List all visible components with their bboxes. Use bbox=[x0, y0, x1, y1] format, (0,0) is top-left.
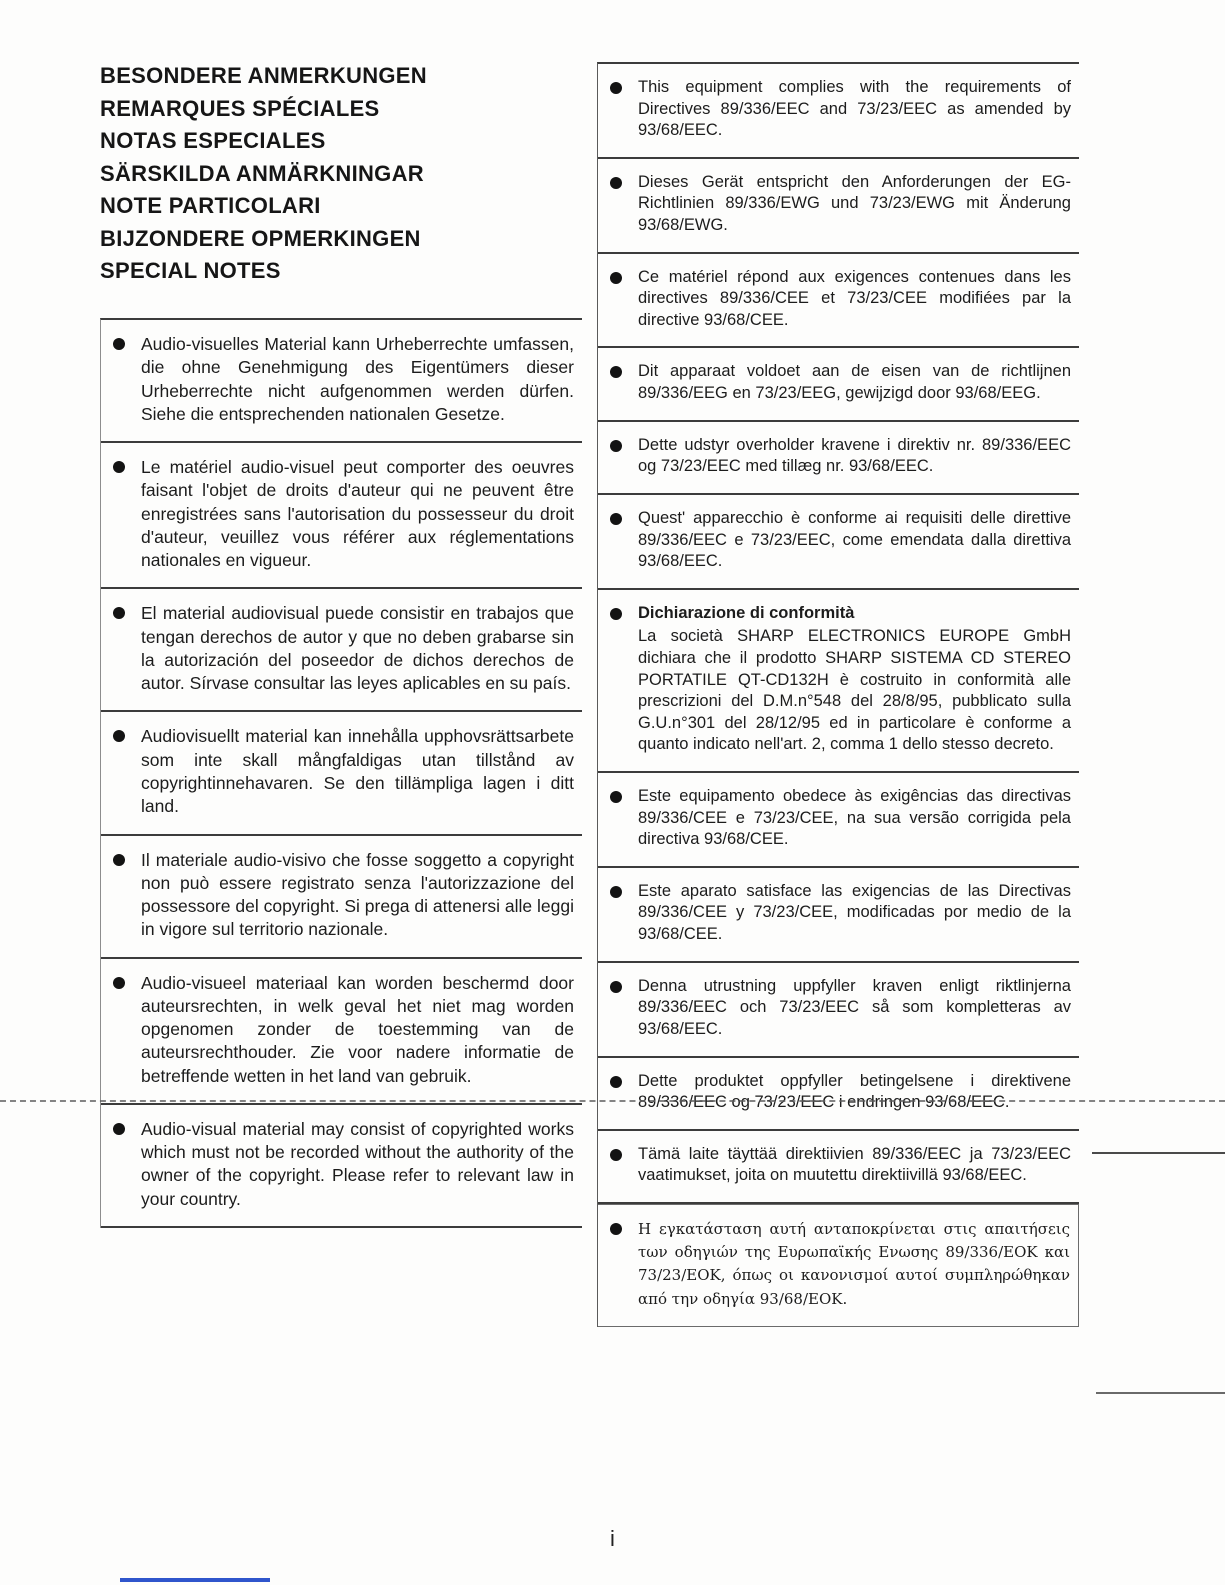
copyright-note-it bbox=[101, 836, 582, 959]
note-text: Ce matériel répond aux exigences contenues dans les directives 89/336/CEE et 73/23/CEE modifiées par la directive 93/68/CEE. bbox=[638, 267, 1071, 329]
bullet-icon bbox=[610, 513, 622, 525]
note-text: Audio-visual material may consist of copyrighted works which must not be recorded without the authority of the owner of the copyright. Please refer to relevant law in your country. bbox=[141, 1118, 574, 1209]
bullet-icon bbox=[113, 607, 125, 619]
note-text: Dette produktet oppfyller betingelsene i direktivene 89/336/EEC og 73/23/EEC i endringen 93/68/EEC. bbox=[638, 1071, 1071, 1112]
compliance-note-de bbox=[598, 159, 1079, 254]
note-text: Audio-visuelles Material kann Urheberrechte umfassen, die ohne Genehmigung des Eigentümers dieser Urheberrechte nicht aufgenommen werden dürfen. Siehe die entsprechenden nationalen Gesetze. bbox=[141, 334, 574, 424]
bullet-icon bbox=[610, 177, 622, 189]
compliance-note-en bbox=[598, 64, 1079, 159]
copyright-note-nl bbox=[101, 959, 582, 1105]
declaration-title: Dichiarazione di conformità bbox=[638, 603, 855, 622]
bullet-icon bbox=[610, 82, 622, 94]
compliance-note-da bbox=[598, 422, 1079, 495]
fold-dashed-line bbox=[0, 1100, 1225, 1102]
compliance-note-it bbox=[598, 495, 1079, 590]
note-text: Dieses Gerät entspricht den Anforderungen der EG-Richtlinien 89/336/EWG und 73/23/EWG mit Änderung 93/68/EWG. bbox=[638, 172, 1071, 235]
copyright-note-es bbox=[101, 589, 582, 712]
bullet-icon bbox=[113, 977, 125, 989]
note-text: Le matériel audio-visuel peut comporter des oeuvres faisant l'objet de droits d'auteur qui ne peuvent être enregistrées sans l'autorisation du possesseur du droit d'auteur, veuillez vous référer aux réglementations nationales en vigueur. bbox=[141, 457, 574, 571]
copyright-notes-list bbox=[100, 318, 582, 1228]
bullet-icon bbox=[610, 1223, 622, 1235]
scan-edge-mark bbox=[1096, 1392, 1225, 1394]
bullet-icon bbox=[610, 981, 622, 993]
compliance-note-fi bbox=[598, 1131, 1079, 1204]
bullet-icon bbox=[610, 366, 622, 378]
copyright-note-de bbox=[101, 320, 582, 443]
copyright-note-fr bbox=[101, 443, 582, 589]
bullet-icon bbox=[113, 1123, 125, 1135]
bullet-icon bbox=[610, 1149, 622, 1161]
copyright-note-sv bbox=[101, 712, 582, 835]
note-text: La società SHARP ELECTRONICS EUROPE GmbH dichiara che il prodotto SHARP SISTEMA CD STEREO PORTATILE QT-CD132H è costruito in conformità alle prescrizioni del D.M.n°548 del 28/8/95, pubblicato sulla G.U.n°301 del 28/12/95 ed in particolare è conforme a quanto indicato nell'art. 2, comma 1 dello stesso decreto. bbox=[638, 627, 1071, 754]
compliance-note-pt bbox=[598, 773, 1079, 868]
note-text: This equipment complies with the requirements of Directives 89/336/EEC and 73/23/EEC as amended by 93/68/EEC. bbox=[638, 78, 1071, 140]
compliance-note-es bbox=[598, 868, 1079, 963]
note-text: Tämä laite täyttää direktiivien 89/336/EEC ja 73/23/EEC vaatimukset, joita on muutettu direktiivillä 93/68/EEC. bbox=[638, 1144, 1071, 1185]
compliance-notes-list bbox=[597, 62, 1079, 1327]
bullet-icon bbox=[113, 338, 125, 350]
note-text: Audiovisuellt material kan innehålla upphovsrättsarbete som inte skall mångfaldigas utan tillstånd av copyrightinnehavaren. Se den tillämpliga lagen i ditt land. bbox=[141, 726, 574, 817]
heading-sv: SÄRSKILDA ANMÄRKNINGAR bbox=[100, 160, 424, 186]
note-text: Η εγκατάσταση αυτή ανταποκρίνεται στις απαιτήσεις των οδηγιών της Ευρωπαϊκής Ενωσης 89/336/ΕΟΚ και 73/23/ΕΟΚ, όπως οι κανονισμοί αυτοί συμπληρώθηκαν από την οδηγία 93/68/ΕΟΚ. bbox=[638, 1219, 1070, 1308]
declaration-of-conformity-note bbox=[598, 590, 1079, 773]
note-text: Este aparato satisface las exigencias de las Directivas 89/336/CEE y 73/23/CEE, modificadas por medio de la 93/68/CEE. bbox=[638, 881, 1071, 944]
heading-nl: BIJZONDERE OPMERKINGEN bbox=[100, 225, 421, 251]
special-notes-heading-block bbox=[100, 60, 580, 288]
bullet-icon bbox=[610, 886, 622, 898]
note-text: Este equipamento obedece às exigências das directivas 89/336/CEE e 73/23/CEE, na sua versão corrigida pela directiva 93/68/CEE. bbox=[638, 787, 1071, 849]
note-text: Denna utrustning uppfyller kraven enligt riktlinjerna 89/336/EEC och 73/23/EEC så som kompletteras av 93/68/EEC. bbox=[638, 976, 1071, 1038]
heading-de: BESONDERE ANMERKUNGEN bbox=[100, 63, 427, 88]
bullet-icon bbox=[113, 854, 125, 866]
bullet-icon bbox=[610, 608, 622, 620]
page-number: i bbox=[610, 1526, 615, 1551]
bullet-icon bbox=[610, 272, 622, 284]
heading-es: NOTAS ESPECIALES bbox=[100, 128, 326, 153]
bullet-icon bbox=[113, 461, 125, 473]
scan-edge-mark bbox=[1092, 1152, 1225, 1154]
note-text: Il materiale audio-visivo che fosse soggetto a copyright non può essere registrato senza l'autorizzazione del possessore del copyright. Si prega di attenersi alle leggi in vigore sul territorio nazionale. bbox=[141, 849, 574, 940]
heading-en: SPECIAL NOTES bbox=[100, 258, 281, 283]
note-text: Audio-visueel materiaal kan worden beschermd door auteursrechten, in welk geval het niet mag worden opgenomen zonder de toestemming van de auteursrechthouder. Zie voor nadere informatie de betreffende wetten in het land van gebruik. bbox=[141, 972, 574, 1086]
copyright-note-en bbox=[101, 1105, 582, 1228]
compliance-note-el bbox=[598, 1204, 1079, 1327]
compliance-note-fr bbox=[598, 254, 1079, 349]
bullet-icon bbox=[610, 791, 622, 803]
compliance-note-sv bbox=[598, 963, 1079, 1058]
bullet-icon bbox=[113, 730, 125, 742]
bullet-icon bbox=[610, 440, 622, 452]
compliance-note-no bbox=[598, 1058, 1079, 1131]
heading-fr: REMARQUES SPÉCIALES bbox=[100, 95, 380, 121]
heading-it: NOTE PARTICOLARI bbox=[100, 193, 321, 218]
bullet-icon bbox=[610, 1076, 622, 1088]
note-text: Quest' apparecchio è conforme ai requisiti delle direttive 89/336/EEC e 73/23/EEC, come emendata dalla direttiva 93/68/EEC. bbox=[638, 508, 1071, 571]
note-text: El material audiovisual puede consistir en trabajos que tengan derechos de autor y que no deben grabarse sin la autorización del poseedor de dichos derechos de autor. Sírvase consultar las leyes aplicables en su país. bbox=[141, 603, 574, 694]
note-text: Dit apparaat voldoet aan de eisen van de richtlijnen 89/336/EEG en 73/23/EEG, gewijzigd door 93/68/EEG. bbox=[638, 362, 1071, 403]
bottom-blue-line bbox=[120, 1578, 270, 1582]
note-text: Dette udstyr overholder kravene i direktiv nr. 89/336/EEC og 73/23/EEC med tillæg nr. 93/68/EEC. bbox=[638, 435, 1071, 476]
compliance-note-nl bbox=[598, 348, 1079, 421]
